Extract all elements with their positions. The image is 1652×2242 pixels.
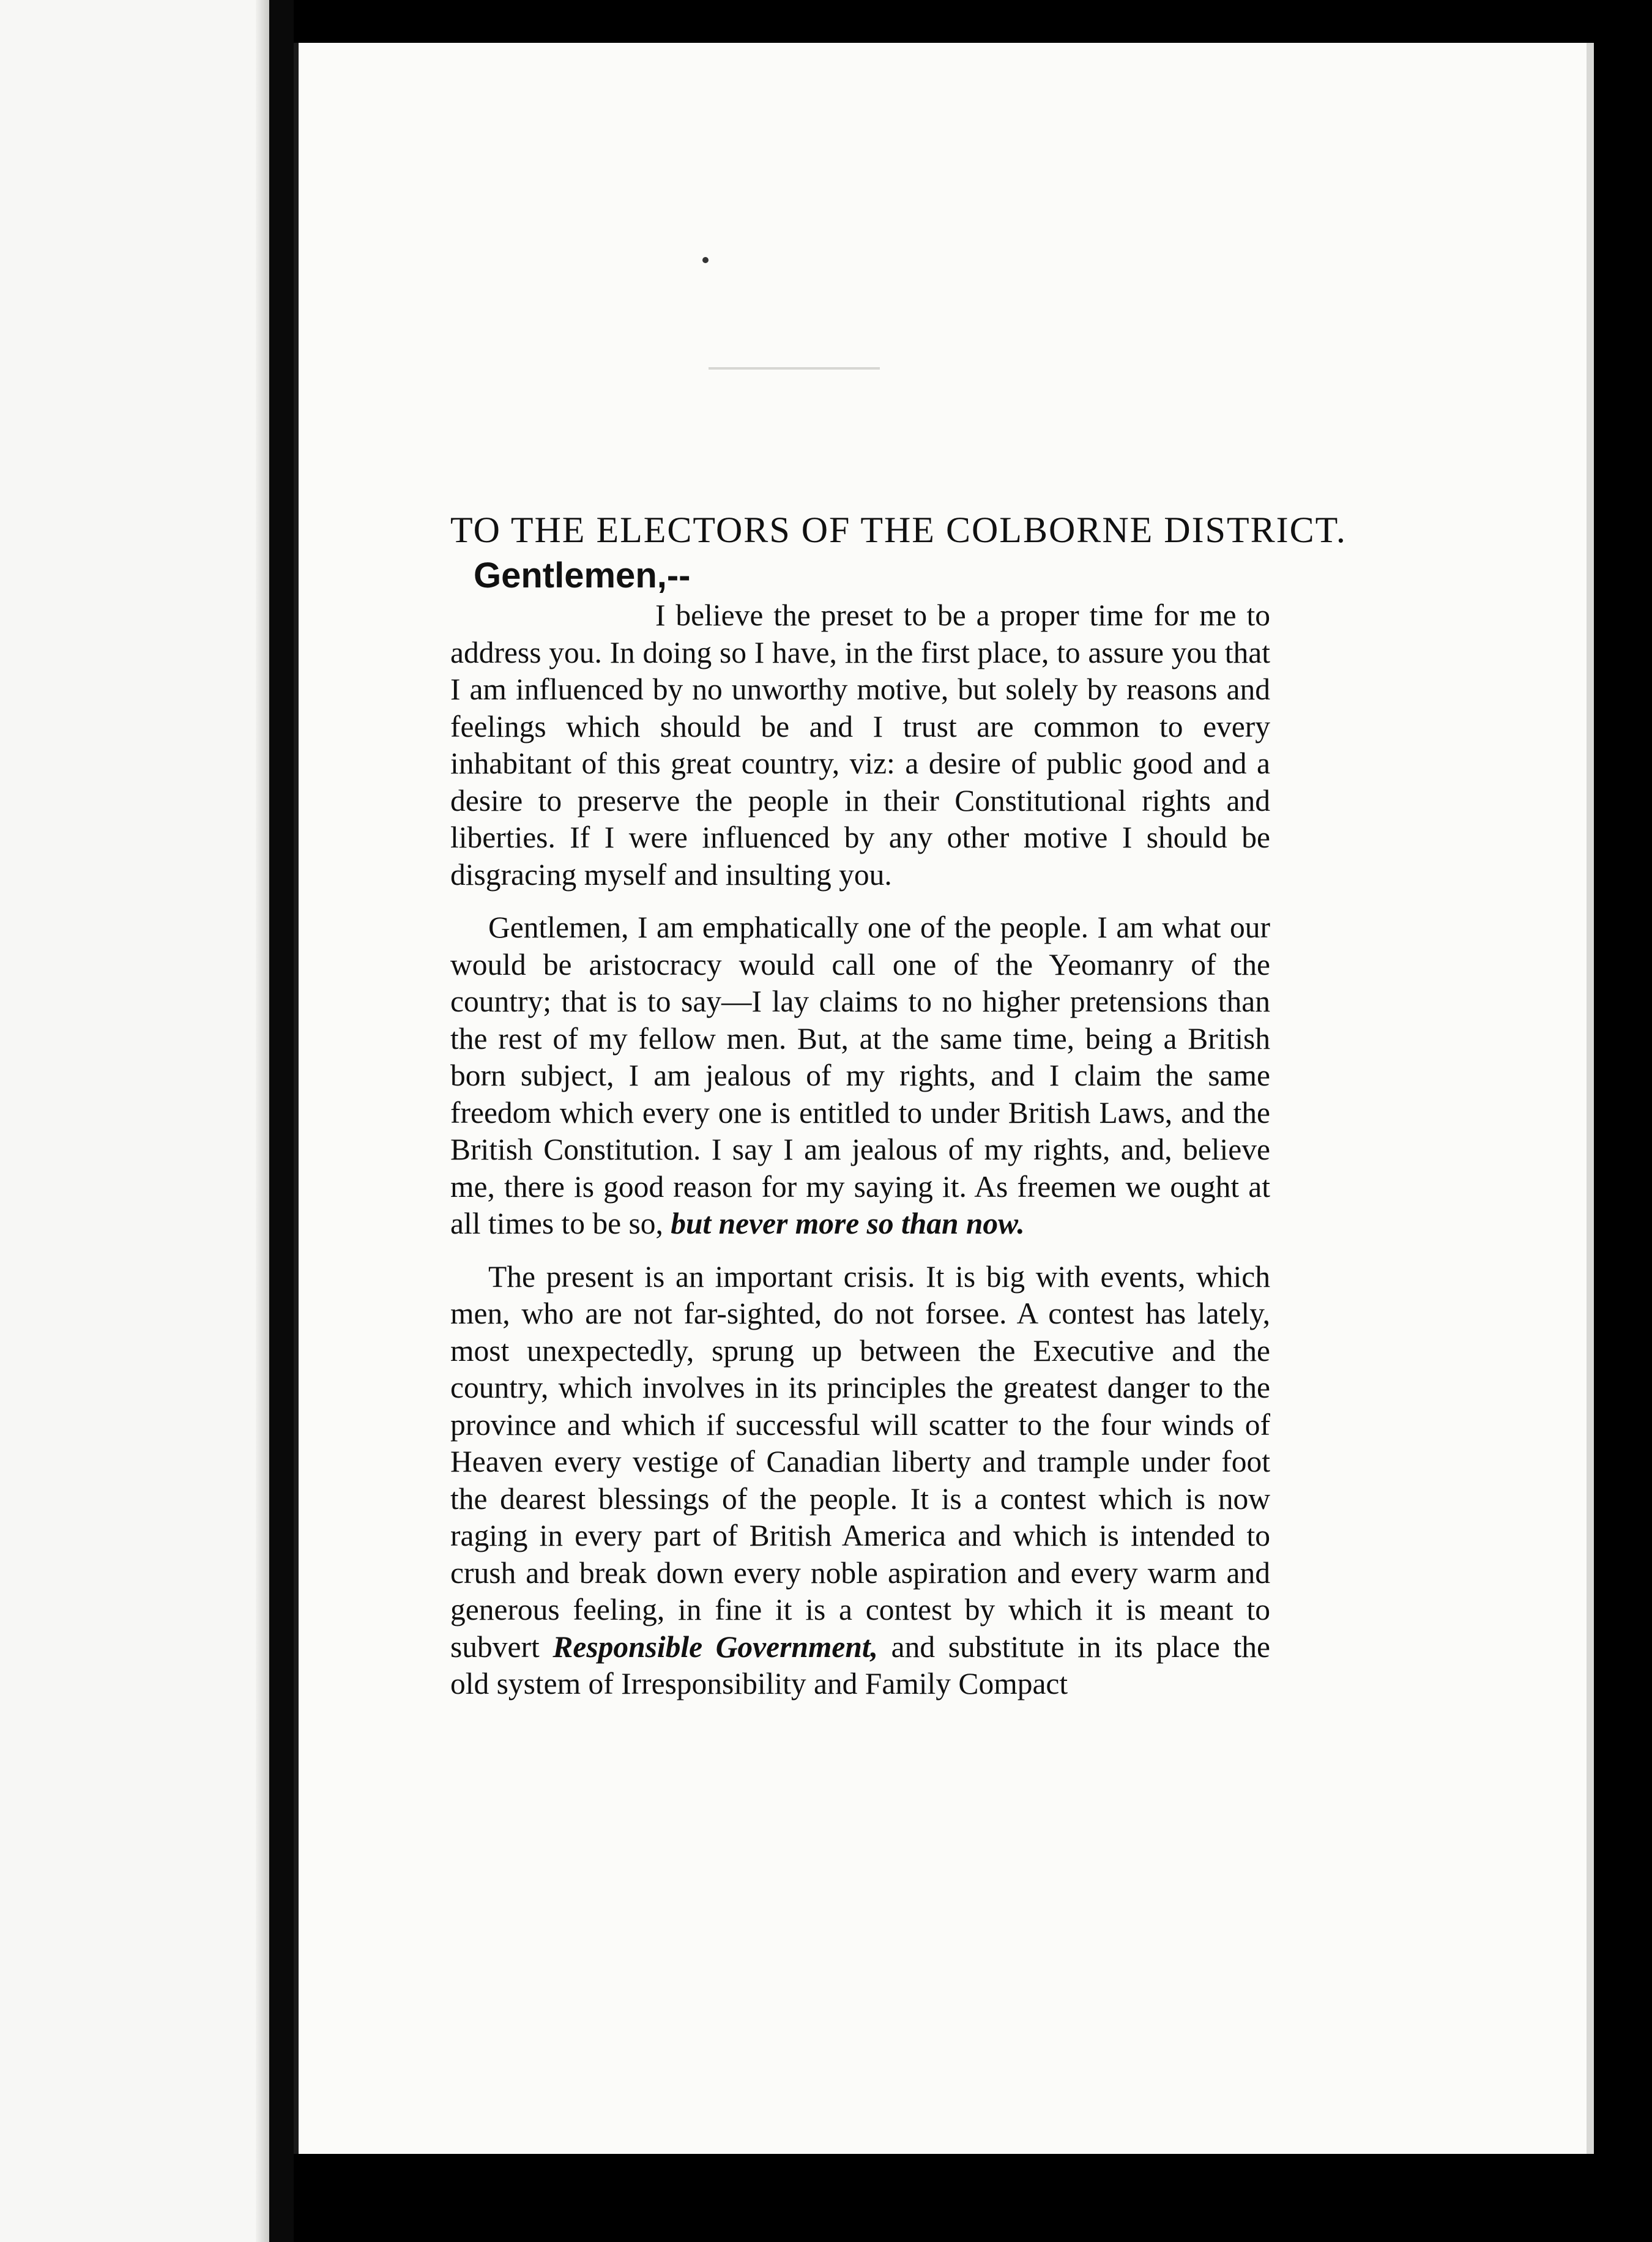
page-edge-shadow	[256, 0, 269, 2242]
paragraph-3-text-after: and substitute in its place the old system of Irresponsibility and Family Compact	[450, 1629, 1271, 1700]
document-page	[294, 43, 1594, 2154]
paragraph-2	[450, 909, 1270, 1243]
paragraph-2-text: Gentlemen, I am emphatically one of the people. I am what our would be aristocracy would call one of the Yeomanry of the country; that is to say—I lay claims to no higher pretensions than the rest of my fellow men. But, at the same time, being a British born subject, I am jealous of my rights, and I claim the same freedom which every one is entitled to under British Laws, and the British Constitution. I say I am jealous of my rights, and, believe me, there is good reason for my saying it. As freemen we ought at all times to be so,	[450, 911, 1270, 1240]
salutation: Gentlemen,--	[474, 556, 691, 595]
left-facing-page	[0, 0, 269, 2242]
paragraph-1-text: I believe the preset to be a proper time for me to address you. In doing so I have, in the first place, to assure you that I am influenced by no unworthy motive, but solely by reasons and feelings which should be and I trust are common to every inhabitant of this great country, viz: a desire of public good and a desire to preserve the people in their Constitutional rights and liberties. If I were influenced by any other motive I should be disgracing myself and insulting you.	[450, 598, 1270, 892]
page-title: TO THE ELECTORS OF THE COLBORNE DISTRICT.	[450, 510, 1347, 550]
bleed-through-mark	[709, 367, 880, 370]
book-gutter	[269, 0, 294, 2242]
paragraph-3-emphasis: Responsible Government,	[553, 1629, 879, 1664]
paragraph-3-text-before: The present is an important crisis. It is big with events, which men, who are not far-sighted, do not forsee. A contest has lately, most unexpectedly, sprung up between the Executive and the country, which involves in its principles the greatest danger to the province and which if successful will scatter to the four winds of Heaven every vestige of Canadian liberty and trample under foot the dearest blessings of the people. It is a contest which is now raging in every part of British America and which is intended to crush and break down every noble aspiration and every warm and generous feeling, in fine it is a contest by which it is meant to subvert	[450, 1259, 1270, 1664]
paragraph-2-emphasis: but never more so than now.	[671, 1207, 1025, 1240]
paragraph-1	[450, 597, 1270, 893]
ink-speck	[702, 257, 709, 263]
letter-body	[450, 508, 1347, 1703]
paragraph-3	[450, 1259, 1270, 1703]
